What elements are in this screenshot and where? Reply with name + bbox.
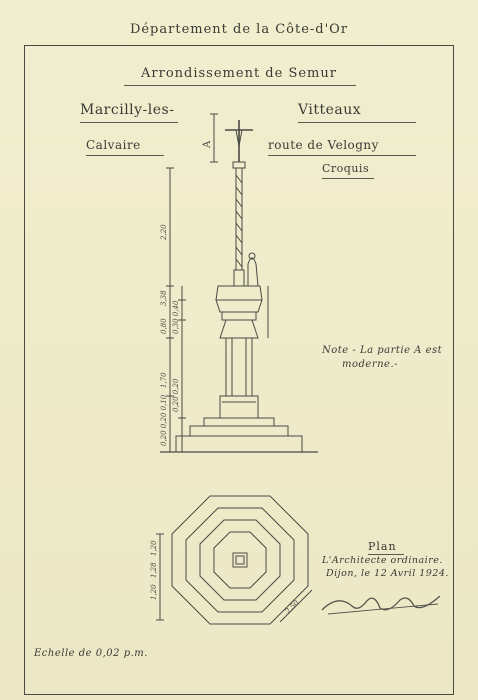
sketch-label: Croquis xyxy=(322,162,370,175)
note-line-2: moderne.- xyxy=(342,359,399,370)
plan-column-square xyxy=(233,553,247,567)
architect-signature xyxy=(318,584,448,620)
dimension-label-1: 2,20 xyxy=(160,224,168,240)
pedestal-cornice xyxy=(216,300,262,312)
plan-dimension-label-1: 1,20 xyxy=(150,584,158,600)
dimension-label-3: 0,80 xyxy=(160,318,168,334)
architect-title: L'Architecte ordinaire. xyxy=(322,555,443,566)
column-collar xyxy=(234,270,244,286)
dimension-label-4: 0,30 0,40 xyxy=(172,300,180,334)
town-name-right: Vitteaux xyxy=(298,102,362,118)
plan-dimension-label-3: 1,20 xyxy=(150,540,158,556)
dimension-label-2: 3,38 xyxy=(160,290,168,306)
plan-title: Plan xyxy=(368,540,397,553)
architect-block xyxy=(322,554,449,580)
location-label: route de Velogny xyxy=(268,138,379,152)
plan-octagon-4 xyxy=(214,532,266,588)
arrondissement-heading: Arrondissement de Semur xyxy=(141,66,337,81)
scale-note: Echelle de 0,02 p.m. xyxy=(34,648,148,659)
pedestal-shaft xyxy=(226,338,252,396)
department-heading: Département de la Côte-d'Or xyxy=(129,22,349,37)
plan-octagon-2 xyxy=(186,508,294,612)
monument-label: Calvaire xyxy=(86,138,141,152)
step-upper xyxy=(204,418,274,426)
note-line-1: Note - La partie A est xyxy=(322,345,443,356)
dimension-label-6: 0,20 0,20 xyxy=(172,378,180,412)
dimension-A-label: A xyxy=(202,140,213,148)
statue xyxy=(248,258,258,286)
pedestal-base xyxy=(220,396,258,418)
step-lower xyxy=(176,436,302,452)
plan-dimension-label-2: 1,28 xyxy=(150,562,158,578)
dimension-label-5: 1,70 xyxy=(160,372,168,388)
town-name-left: Marcilly-les- xyxy=(80,102,175,118)
plan-dimension-label-bottom: 2,50 xyxy=(283,598,301,616)
note-text xyxy=(322,344,442,372)
date-line: Dijon, le 12 Avril 1924. xyxy=(326,568,449,579)
column-shaft xyxy=(236,168,242,270)
pedestal-chamfer xyxy=(220,320,258,338)
dimension-label-7: 0,20 0,20 0,10 xyxy=(160,394,168,446)
step-middle xyxy=(190,426,288,436)
